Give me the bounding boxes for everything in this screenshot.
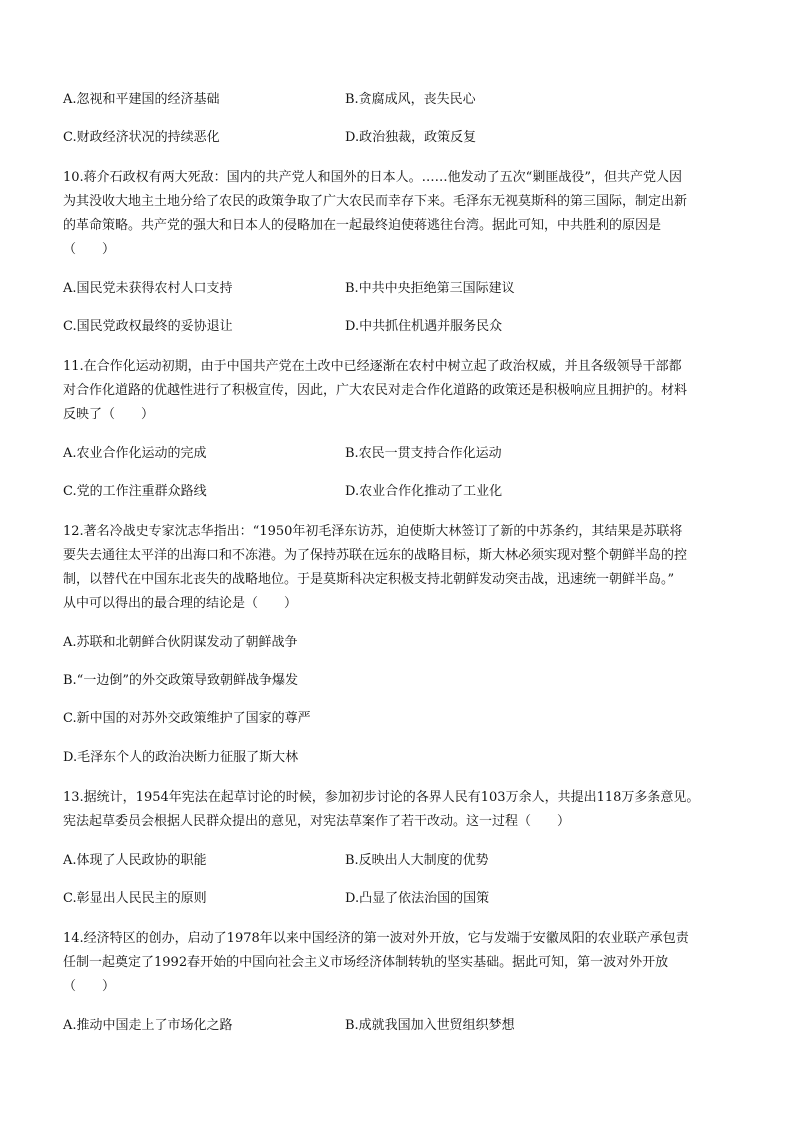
q11-option-b: B.农民一贯支持合作化运动 (345, 446, 502, 461)
q10-stem-line-2: 为其没收大地主土地分给了农民的政策争取了广大农民而幸存下来。毛泽东无视莫斯科的第三国际，制定出新 (63, 194, 688, 209)
q12-stem-line-4: 从中可以得出的最合理的结论是（ ） (63, 596, 298, 611)
q14-stem-line-1: 14.经济特区的创办，启动了1978年以来中国经济的第一波对外开放，它与发端于安徽凤阳的农业联产承包责 (63, 931, 689, 946)
q13-option-b: B.反映出人大制度的优势 (345, 853, 489, 868)
q10-option-c: C.国民党政权最终的妥协退让 (63, 319, 233, 334)
q13-option-c: C.彰显出人民民主的原则 (63, 891, 207, 906)
q13-option-a: A.体现了人民政协的职能 (63, 853, 207, 868)
q12-stem-line-2: 要失去通往太平洋的出海口和不冻港。为了保持苏联在远东的战略目标，斯大林必须实现对整个朝鲜半岛的控 (63, 548, 688, 563)
q9-option-b: B.贪腐成风，丧失民心 (345, 92, 476, 107)
q11-option-c: C.党的工作注重群众路线 (63, 484, 207, 499)
q14-stem-line-3: （ ） (63, 979, 116, 994)
q14-stem-line-2: 任制一起奠定了1992春开始的中国向社会主义市场经济体制转轨的坚实基础。据此可知，第一波对外开放 (63, 955, 669, 970)
q14-option-b: B.成就我国加入世贸组织梦想 (345, 1018, 515, 1033)
q12-stem-line-3: 制，以替代在中国东北丧失的战略地位。于是莫斯科决定积极支持北朝鲜发动突击战，迅速统一朝鲜半岛。” (63, 572, 675, 587)
q10-option-d: D.中共抓住机遇并服务民众 (345, 319, 503, 334)
q12-stem-line-1: 12.著名冷战史专家沈志华指出：“1950年初毛泽东访苏，迫使斯大林签订了新的中苏条约，其结果是苏联将 (63, 524, 683, 539)
q10-stem-line-1: 10.蒋介石政权有两大死敌：国内的共产党人和国外的日本人。……他发动了五次“剿匪战役”，但共产党人因 (63, 170, 682, 185)
q9-option-a: A.忽视和平建国的经济基础 (63, 92, 220, 107)
q9-option-c: C.财政经济状况的持续恶化 (63, 130, 220, 145)
q11-stem-line-2: 对合作化道路的优越性进行了积极宣传，因此，广大农民对走合作化道路的政策还是积极响应且拥护的。材料 (63, 383, 688, 398)
q10-option-b: B.中共中央拒绝第三国际建议 (345, 281, 515, 296)
q13-option-d: D.凸显了依法治国的国策 (345, 891, 490, 906)
q12-option-d: D.毛泽东个人的政治决断力征服了斯大林 (63, 750, 299, 765)
q10-option-a: A.国民党未获得农村人口支持 (63, 281, 233, 296)
q12-option-b: B.“一边倒”的外交政策导致朝鲜战争爆发 (63, 673, 298, 688)
q9-option-d: D.政治独裁，政策反复 (345, 130, 477, 145)
q11-stem-line-1: 11.在合作化运动初期，由于中国共产党在土改中已经逐渐在农村中树立起了政治权威，并且各级领导干部都 (63, 359, 682, 374)
q11-option-d: D.农业合作化推动了工业化 (345, 484, 503, 499)
q10-stem-line-3: 的革命策略。共产党的强大和日本人的侵略加在一起最终迫使蒋逃往台湾。据此可知，中共胜利的原因是 (63, 218, 662, 233)
q11-stem-line-3: 反映了（ ） (63, 407, 155, 422)
q14-option-a: A.推动中国走上了市场化之路 (63, 1018, 233, 1033)
q10-stem-line-4: （ ） (63, 242, 116, 257)
q13-stem-line-2: 宪法起草委员会根据人民群众提出的意见，对宪法草案作了若干改动。这一过程（ ） (63, 814, 571, 829)
q12-option-a: A.苏联和北朝鲜合伙阴谋发动了朝鲜战争 (63, 635, 298, 650)
q13-stem-line-1: 13.据统计，1954年宪法在起草讨论的时候，参加初步讨论的各界人民有103万余人，共提出118万多条意见。 (63, 790, 700, 805)
q11-option-a: A.农业合作化运动的完成 (63, 446, 207, 461)
q12-option-c: C.新中国的对苏外交政策维护了国家的尊严 (63, 711, 311, 726)
